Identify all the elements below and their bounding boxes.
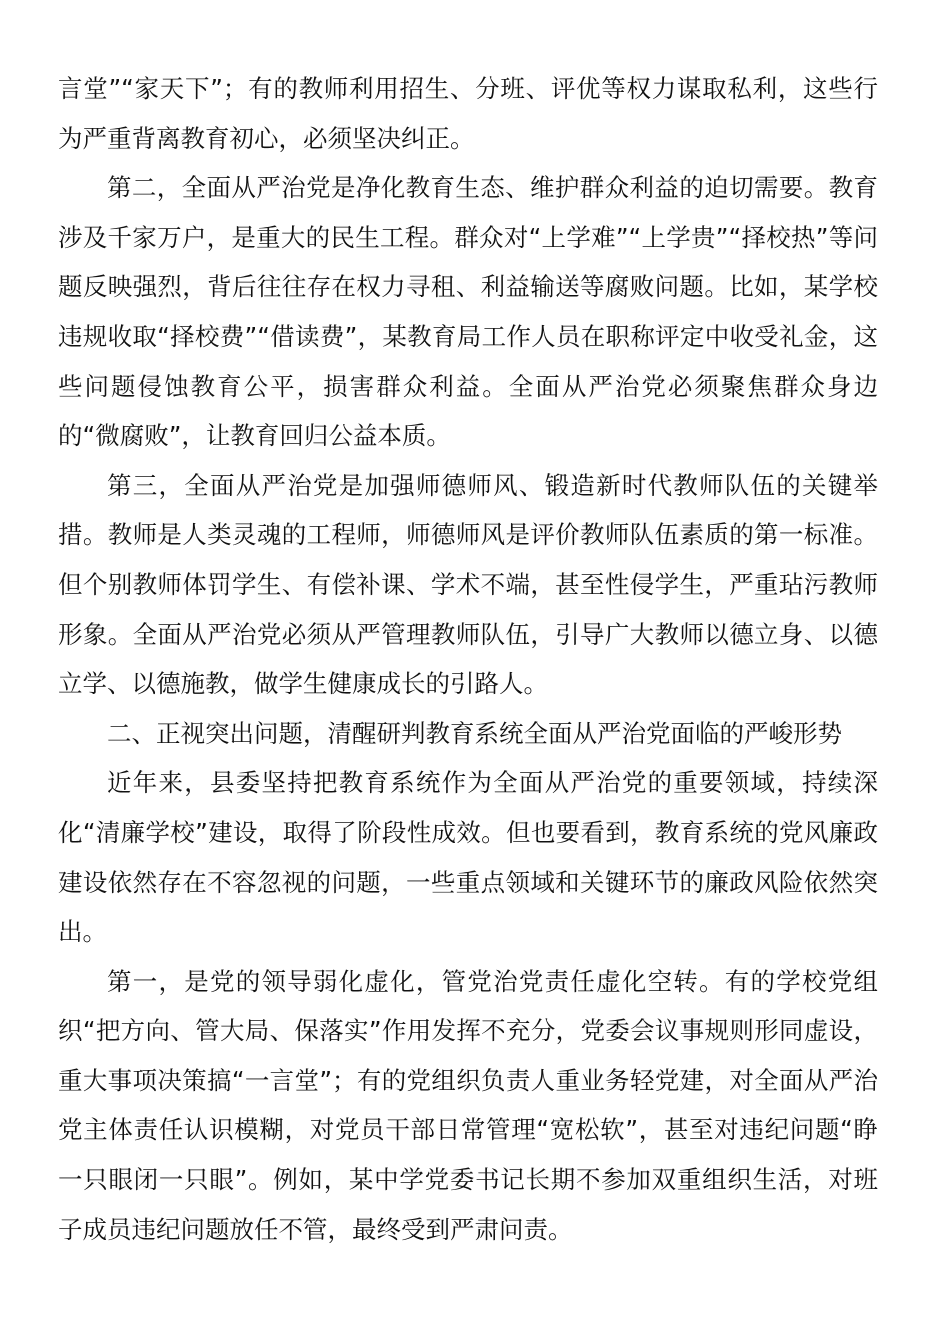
document-body (58, 64, 878, 1254)
paragraph-first-problem: 第一，是党的领导弱化虚化，管党治党责任虚化空转。有的学校党组织“把方向、管大局、保落实”作用发挥不充分，党委会议事规则形同虚设，重大事项决策搞“一言堂”；有的党组织负责人重业务轻党建，对全面从严治党主体责任认识模糊，对党员干部日常管理“宽松软”，甚至对违纪问题“睁一只眼闭一只眼”。例如，某中学党委书记长期不参加双重组织生活，对班子成员违纪问题放任不管，最终受到严肃问责。 (58, 966, 878, 1244)
paragraph-intro: 近年来，县委坚持把教育系统作为全面从严治党的重要领域，持续深化“清廉学校”建设，取得了阶段性成效。但也要看到，教育系统的党风廉政建设依然存在不容忽视的问题，一些重点领域和关键环节的廉政风险依然突出。 (58, 768, 878, 947)
paragraph-third-point: 第三，全面从严治党是加强师德师风、锻造新时代教师队伍的关键举措。教师是人类灵魂的工程师，师德师风是评价教师队伍素质的第一标准。但个别教师体罚学生、有偿补课、学术不端，甚至性侵学生，严重玷污教师形象。全面从严治党必须从严管理教师队伍，引导广大教师以德立身、以德立学、以德施教，做学生健康成长的引路人。 (58, 470, 878, 699)
paragraph-second-point: 第二，全面从严治党是净化教育生态、维护群众利益的迫切需要。教育涉及千家万户，是重大的民生工程。群众对“上学难”“上学贵”“择校热”等问题反映强烈，背后往往存在权力寻租、利益输送等腐败问题。比如，某学校违规收取“择校费”“借读费”，某教育局工作人员在职称评定中收受礼金，这些问题侵蚀教育公平，损害群众利益。全面从严治党必须聚焦群众身边的“微腐败”，让教育回归公益本质。 (58, 173, 878, 451)
section-heading: 二、正视突出问题，清醒研判教育系统全面从严治党面临的严峻形势 (107, 718, 842, 748)
paragraph-continuation: 言堂”“家天下”；有的教师利用招生、分班、评优等权力谋取私利，这些行为严重背离教育初心，必须坚决纠正。 (58, 74, 878, 153)
